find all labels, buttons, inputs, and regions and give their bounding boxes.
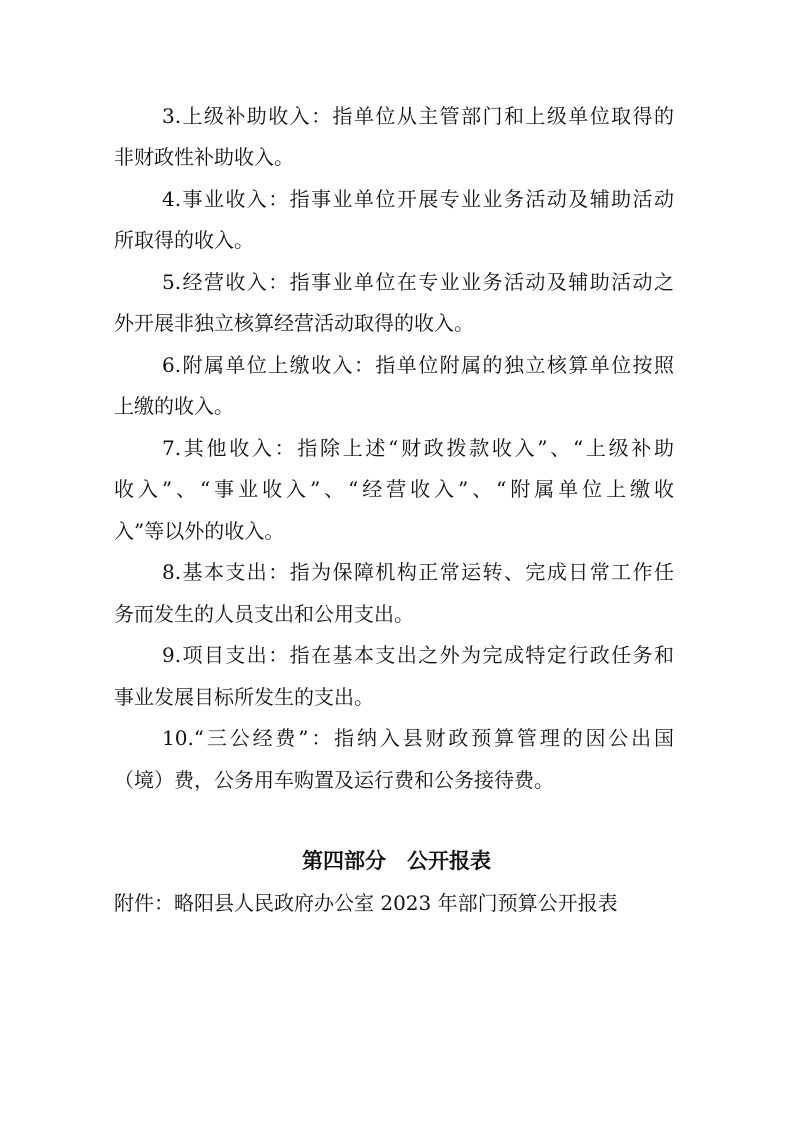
definition-7-line-3: 入”等以外的收入。 [114, 519, 285, 543]
definition-9-line-2: 事业发展目标所发生的支出。 [114, 685, 374, 709]
definition-3-line-1: 3.上级补助收入：指单位从主管部门和上级单位取得的 [162, 104, 674, 128]
definition-10-line-2: （境）费，公务用车购置及运行费和公务接待费。 [114, 768, 554, 792]
definition-5-line-2: 外开展非独立核算经营活动取得的收入。 [114, 311, 474, 335]
definition-8-line-1: 8.基本支出：指为保障机构正常运转、完成日常工作任 [162, 560, 674, 584]
definition-8-line-2: 务而发生的人员支出和公用支出。 [114, 602, 414, 626]
definition-6-line-2: 上缴的收入。 [114, 394, 234, 418]
definition-9-line-1: 9.项目支出：指在基本支出之外为完成特定行政任务和 [162, 643, 674, 667]
attachment-line: 附件：略阳县人民政府办公室 2023 年部门预算公开报表 [114, 891, 618, 915]
definition-4-line-2: 所取得的收入。 [114, 228, 254, 252]
definition-7-line-1: 7.其他收入：指除上述“财政拨款收入”、“上级补助 [162, 436, 674, 460]
definition-10-line-1: 10.“三公经费”：指纳入县财政预算管理的因公出国 [162, 726, 674, 750]
definition-4-line-1: 4.事业收入：指事业单位开展专业业务活动及辅助活动 [162, 187, 674, 211]
definition-5-line-1: 5.经营收入：指事业单位在专业业务活动及辅助活动之 [162, 270, 674, 294]
definition-6-line-1: 6.附属单位上缴收入：指单位附属的独立核算单位按照 [162, 353, 674, 377]
section-heading: 第四部分 公开报表 [302, 849, 491, 873]
definition-7-line-2: 收入”、“事业收入”、“经营收入”、“附属单位上缴收 [114, 477, 674, 501]
definition-3-line-2: 非财政性补助收入。 [114, 145, 294, 169]
